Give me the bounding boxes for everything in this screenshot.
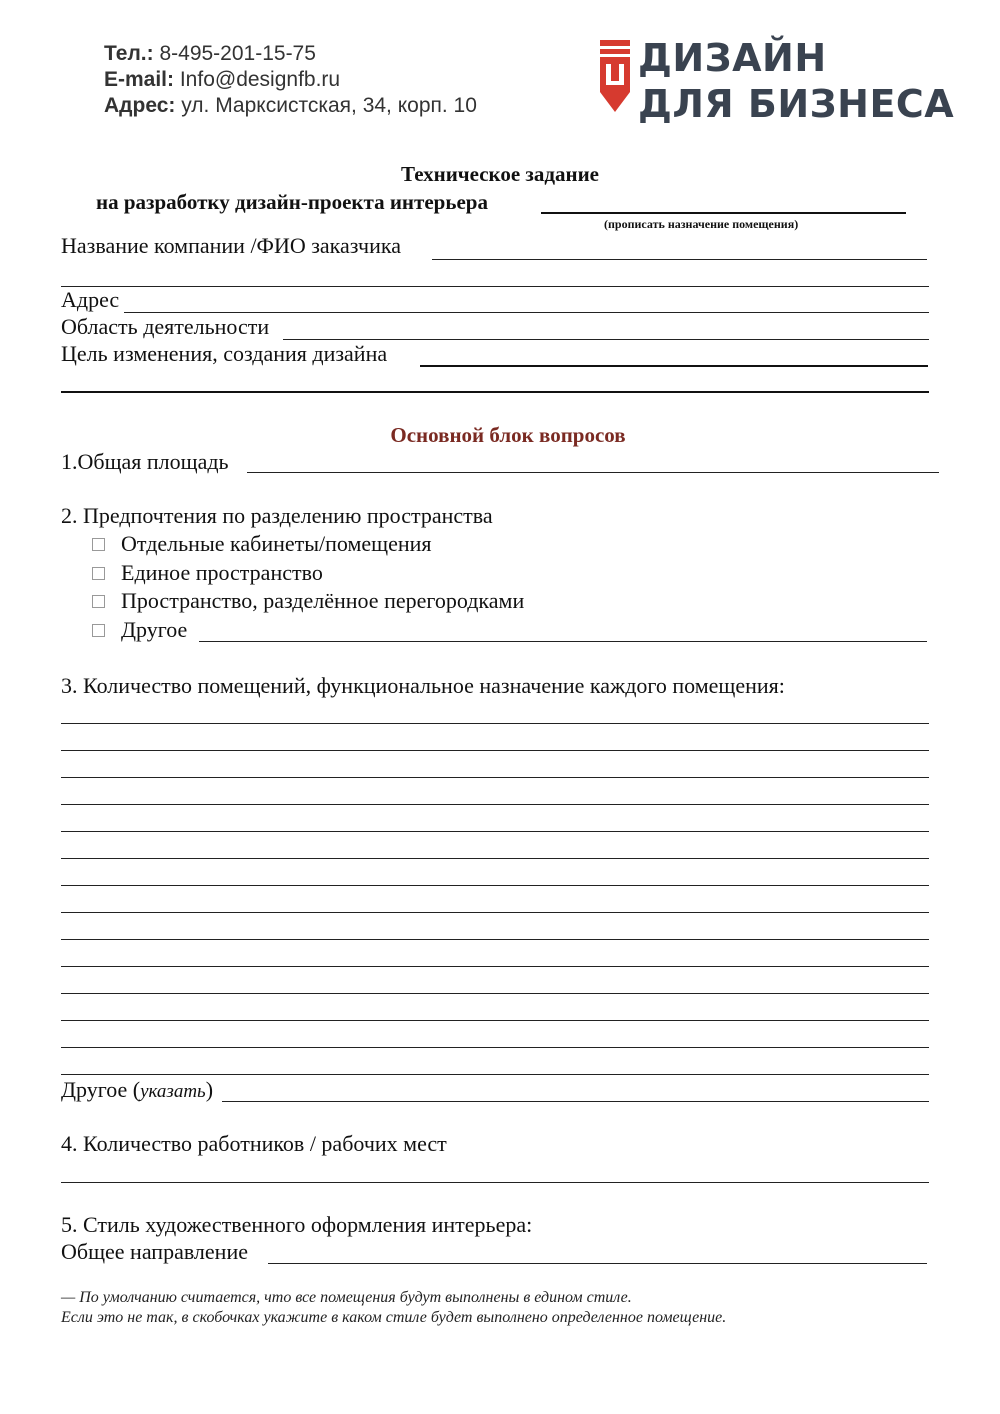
checkbox-separate-offices[interactable] [92, 538, 105, 551]
answer-line[interactable] [61, 777, 929, 778]
email-label: E-mail: [104, 68, 175, 91]
q3-other-italic: указать [140, 1081, 206, 1102]
checkbox-open-space[interactable] [92, 567, 105, 580]
answer-line[interactable] [61, 1047, 929, 1048]
answer-line[interactable] [61, 1020, 929, 1021]
option-separate-offices: Отдельные кабинеты/помещения [121, 531, 432, 556]
q3-other-suffix: ) [205, 1077, 214, 1102]
answer-line[interactable] [61, 885, 929, 886]
q4-label: 4. Количество работников / рабочих мест [61, 1131, 447, 1156]
q4-field[interactable] [61, 1182, 929, 1183]
phone-value: 8-495-201-15-75 [153, 42, 316, 65]
email-value[interactable]: Info@designfb.ru [174, 68, 341, 91]
q3-other-prefix: Другое ( [61, 1077, 141, 1102]
answer-line[interactable] [61, 1074, 929, 1075]
company-field-extra[interactable] [61, 286, 929, 287]
answer-line[interactable] [61, 831, 929, 832]
company-field[interactable] [432, 259, 927, 260]
logo-line1: ДИЗАЙН [638, 36, 827, 80]
q5-general-field[interactable] [268, 1263, 927, 1264]
checkbox-partitioned-space[interactable] [92, 595, 105, 608]
q3-other-field[interactable] [222, 1101, 929, 1102]
answer-line[interactable] [61, 912, 929, 913]
logo-line2: ДЛЯ БИЗНЕСА [638, 82, 955, 126]
address-value: ул. Марксистская, 34, корп. 10 [175, 94, 477, 117]
address-field-label: Адрес [61, 287, 120, 312]
option-open-space: Единое пространство [121, 560, 323, 585]
q5-general-label: Общее направление [61, 1239, 248, 1264]
activity-field[interactable] [283, 339, 929, 340]
room-purpose-line[interactable] [541, 212, 906, 214]
q2-label: 2. Предпочтения по разделению пространства [61, 503, 493, 528]
answer-line[interactable] [61, 966, 929, 967]
logo-icon [597, 40, 633, 114]
document-subtitle: на разработку дизайн-проекта интерьера [96, 190, 488, 214]
goal-field-extra[interactable] [61, 391, 929, 393]
option-other: Другое [121, 617, 188, 642]
answer-line[interactable] [61, 858, 929, 859]
checkbox-other[interactable] [92, 624, 105, 637]
goal-label: Цель изменения, создания дизайна [61, 341, 388, 366]
goal-field[interactable] [420, 365, 928, 367]
q1-field[interactable] [247, 472, 939, 473]
phone-line [104, 42, 316, 66]
q3-other-label [61, 1077, 213, 1103]
address-line [104, 94, 477, 118]
q5-label: 5. Стиль художественного оформления интерьера: [61, 1212, 533, 1237]
phone-label: Тел.: [104, 42, 154, 65]
style-note-line2: Если это не так, в скобочках укажите в каком стиле будет выполнено определенное помещение. [61, 1309, 727, 1326]
company-label: Название компании /ФИО заказчика [61, 233, 402, 258]
document-title: Техническое задание [400, 162, 600, 186]
address-label: Адрес: [104, 94, 176, 117]
room-purpose-hint: (прописать назначение помещения) [604, 217, 799, 231]
email-line [104, 68, 340, 92]
answer-line[interactable] [61, 804, 929, 805]
answer-line[interactable] [61, 723, 929, 724]
answer-line[interactable] [61, 750, 929, 751]
q3-label: 3. Количество помещений, функциональное назначение каждого помещения: [61, 673, 785, 698]
activity-label: Область деятельности [61, 314, 270, 339]
option-partitioned-space: Пространство, разделённое перегородками [121, 588, 525, 613]
section-title: Основной блок вопросов [390, 423, 626, 447]
q2-other-field[interactable] [199, 641, 927, 642]
q1-label: 1.Общая площадь [61, 449, 229, 474]
answer-line[interactable] [61, 993, 929, 994]
address-field[interactable] [124, 312, 929, 313]
answer-line[interactable] [61, 939, 929, 940]
style-note-line1: — По умолчанию считается, что все помещения будут выполнены в едином стиле. [61, 1289, 632, 1306]
